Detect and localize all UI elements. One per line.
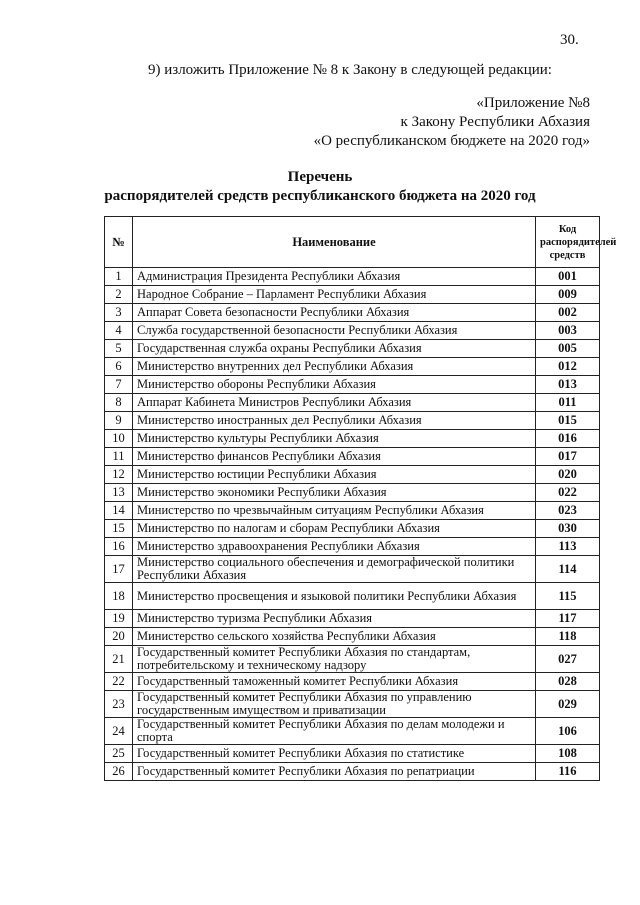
row-code: 011: [536, 394, 600, 412]
row-number: 14: [105, 502, 133, 520]
row-code: 115: [536, 583, 600, 610]
row-name: Государственная служба охраны Республики Абхазия: [133, 340, 536, 358]
table-body: [105, 268, 600, 781]
table-row: [105, 412, 600, 430]
table-row: [105, 646, 600, 673]
row-number: 26: [105, 763, 133, 781]
title-line-2: распорядителей средств республиканского бюджета на 2020 год: [104, 188, 536, 204]
row-name: Министерство иностранных дел Республики Абхазия: [133, 412, 536, 430]
table-row: [105, 466, 600, 484]
row-number: 19: [105, 610, 133, 628]
row-code: 030: [536, 520, 600, 538]
row-name: Аппарат Кабинета Министров Республики Абхазия: [133, 394, 536, 412]
row-name: Министерство культуры Республики Абхазия: [133, 430, 536, 448]
row-name: Служба государственной безопасности Республики Абхазия: [133, 322, 536, 340]
row-code: 003: [536, 322, 600, 340]
row-code: 002: [536, 304, 600, 322]
row-number: 13: [105, 484, 133, 502]
table-row: [105, 430, 600, 448]
row-number: 6: [105, 358, 133, 376]
row-number: 25: [105, 745, 133, 763]
row-number: 17: [105, 556, 133, 583]
table-row: [105, 556, 600, 583]
row-number: 9: [105, 412, 133, 430]
table-row: [105, 448, 600, 466]
table-row: [105, 673, 600, 691]
row-code: 029: [536, 691, 600, 718]
row-number: 12: [105, 466, 133, 484]
row-name: Министерство социального обеспечения и демографической политики Республики Абхазия: [133, 556, 536, 583]
table-row: [105, 745, 600, 763]
row-code: 009: [536, 286, 600, 304]
table-row: [105, 628, 600, 646]
row-code: 106: [536, 718, 600, 745]
row-name: Государственный комитет Республики Абхазия по стандартам, потребительскому и техническому надзору: [133, 646, 536, 673]
appendix-line-3: «О республиканском бюджете на 2020 год»: [313, 133, 590, 149]
row-name: Министерство по чрезвычайным ситуациям Республики Абхазия: [133, 502, 536, 520]
row-code: 013: [536, 376, 600, 394]
row-name: Министерство туризма Республики Абхазия: [133, 610, 536, 628]
table-row: [105, 322, 600, 340]
row-number: 3: [105, 304, 133, 322]
row-number: 7: [105, 376, 133, 394]
row-name: Министерство обороны Республики Абхазия: [133, 376, 536, 394]
table-row: [105, 304, 600, 322]
table-row: [105, 394, 600, 412]
row-name: Министерство юстиции Республики Абхазия: [133, 466, 536, 484]
table-row: [105, 691, 600, 718]
row-name: Министерство внутренних дел Республики Абхазия: [133, 358, 536, 376]
row-number: 1: [105, 268, 133, 286]
row-code: 028: [536, 673, 600, 691]
table-row: [105, 520, 600, 538]
row-code: 113: [536, 538, 600, 556]
row-number: 18: [105, 583, 133, 610]
table-row: [105, 358, 600, 376]
row-code: 108: [536, 745, 600, 763]
row-name: Министерство экономики Республики Абхазия: [133, 484, 536, 502]
row-number: 5: [105, 340, 133, 358]
row-code: 027: [536, 646, 600, 673]
row-name: Государственный комитет Республики Абхазия по делам молодежи и спорта: [133, 718, 536, 745]
row-name: Государственный комитет Республики Абхазия по репатриации: [133, 763, 536, 781]
intro-paragraph: 9) изложить Приложение № 8 к Закону в следующей редакции:: [148, 62, 552, 78]
row-code: 016: [536, 430, 600, 448]
page-number: 30.: [560, 32, 579, 48]
appendix-reference: [314, 94, 590, 151]
row-code: 012: [536, 358, 600, 376]
appendix-line-1: «Приложение №8: [476, 95, 590, 111]
row-name: Министерство просвещения и языковой политики Республики Абхазия: [133, 583, 536, 610]
table-row: [105, 610, 600, 628]
row-number: 23: [105, 691, 133, 718]
table-row: [105, 376, 600, 394]
row-code: 023: [536, 502, 600, 520]
row-name: Аппарат Совета безопасности Республики Абхазия: [133, 304, 536, 322]
row-name: Администрация Президента Республики Абхазия: [133, 268, 536, 286]
row-name: Государственный комитет Республики Абхазия по статистике: [133, 745, 536, 763]
row-code: 020: [536, 466, 600, 484]
row-code: 116: [536, 763, 600, 781]
row-name: Министерство здравоохранения Республики Абхазия: [133, 538, 536, 556]
row-code: 118: [536, 628, 600, 646]
row-number: 20: [105, 628, 133, 646]
table-row: [105, 502, 600, 520]
row-number: 8: [105, 394, 133, 412]
row-number: 4: [105, 322, 133, 340]
row-code: 114: [536, 556, 600, 583]
header-code: Код распорядителей средств: [536, 217, 600, 268]
header-name: Наименование: [133, 217, 536, 268]
row-name: Государственный таможенный комитет Республики Абхазия: [133, 673, 536, 691]
budget-managers-table: [104, 216, 617, 781]
table-row: [105, 583, 600, 610]
row-code: 017: [536, 448, 600, 466]
table-row: [105, 268, 600, 286]
document-title: [0, 168, 640, 206]
row-code: 001: [536, 268, 600, 286]
row-code: 015: [536, 412, 600, 430]
table-row: [105, 763, 600, 781]
table-header-row: [105, 217, 600, 268]
row-name: Государственный комитет Республики Абхазия по управлению государственным имуществом и приватизации: [133, 691, 536, 718]
row-number: 16: [105, 538, 133, 556]
table-row: [105, 538, 600, 556]
table-row: [105, 340, 600, 358]
table-row: [105, 718, 600, 745]
row-number: 2: [105, 286, 133, 304]
row-name: Министерство финансов Республики Абхазия: [133, 448, 536, 466]
row-number: 24: [105, 718, 133, 745]
table-row: [105, 286, 600, 304]
row-code: 117: [536, 610, 600, 628]
row-number: 21: [105, 646, 133, 673]
row-name: Министерство сельского хозяйства Республики Абхазия: [133, 628, 536, 646]
header-number: №: [105, 217, 133, 268]
row-number: 15: [105, 520, 133, 538]
row-name: Народное Собрание – Парламент Республики Абхазия: [133, 286, 536, 304]
row-code: 022: [536, 484, 600, 502]
table-row: [105, 484, 600, 502]
title-line-1: Перечень: [287, 169, 353, 185]
row-number: 22: [105, 673, 133, 691]
appendix-line-2: к Закону Республики Абхазия: [400, 114, 590, 130]
row-name: Министерство по налогам и сборам Республики Абхазия: [133, 520, 536, 538]
row-code: 005: [536, 340, 600, 358]
row-number: 10: [105, 430, 133, 448]
row-number: 11: [105, 448, 133, 466]
